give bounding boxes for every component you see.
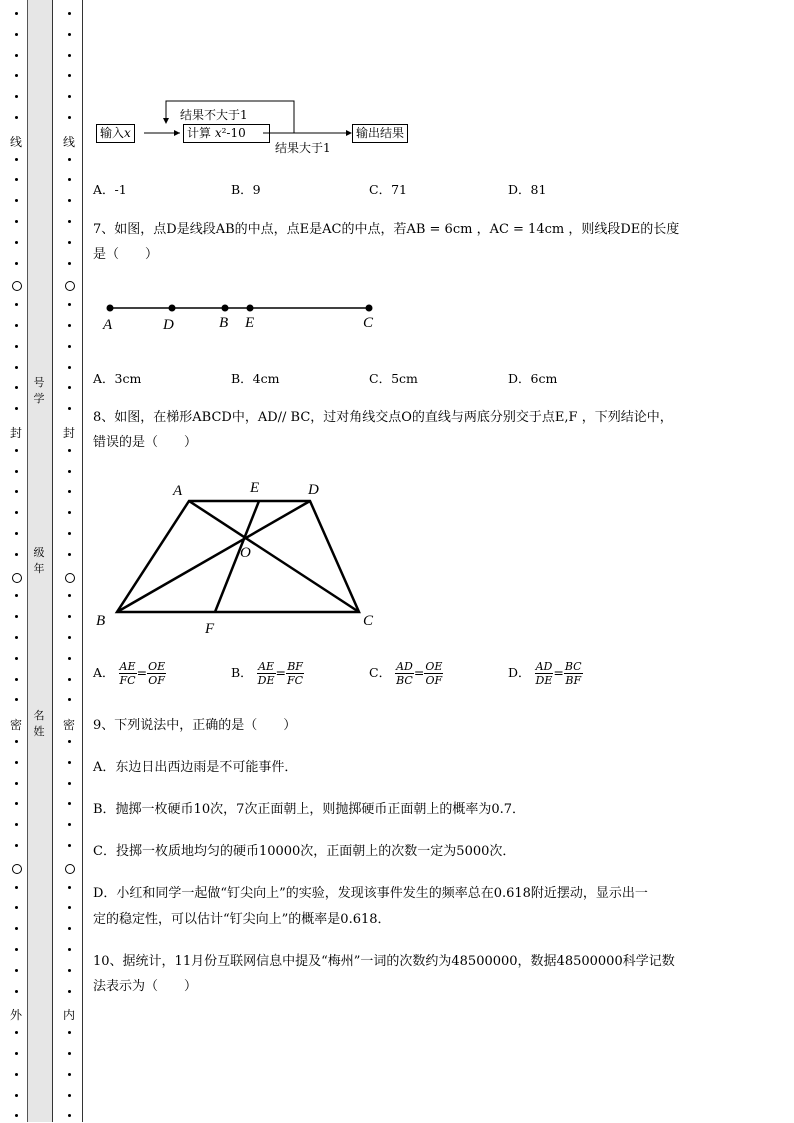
flow-feedback-label: 结果不大于1 [180,108,248,122]
binding-dot [15,511,18,514]
inner-char-inner: 内 [62,1008,75,1022]
binding-dot [68,262,71,265]
binding-dot [15,12,18,15]
flow-input-box: 输入x [96,124,135,143]
binding-dot [68,33,71,36]
binding-dot [15,657,18,660]
binding-dot [15,636,18,639]
binding-dot [15,366,18,369]
q7-stem-line1: 7、如图，点D是线段AB的中点，点E是AC的中点，若AB = 6cm ，AC = 14cm ，则线段DE的长度 [93,222,680,237]
binding-dot [68,158,71,161]
binding-dot [68,657,71,660]
q7-option-b: B．4cm [231,371,280,386]
q7-point-d: D [163,317,174,333]
q7-point-a: A [103,317,113,333]
binding-dot [68,678,71,681]
binding-dot [68,1052,71,1055]
q8-trapezoid-figure [92,476,392,641]
inner-char-secret: 密 [62,718,75,732]
flow-compute-box: 计算 x²-10 [183,124,270,143]
binding-dot [15,990,18,993]
binding-dot [15,761,18,764]
binding-dot [15,594,18,597]
binding-dot [15,407,18,410]
q7-option-a: A．3cm [93,371,142,386]
field-student-number: 号学 [33,376,45,405]
binding-dot [15,823,18,826]
binding-dot [15,345,18,348]
binding-dot [15,386,18,389]
binding-dot [15,1052,18,1055]
field-class: 级年 [33,546,45,575]
binding-dot [15,199,18,202]
binding-circle [12,573,22,583]
q7-segment-figure [95,296,395,336]
binding-dot [15,886,18,889]
binding-dot [68,782,71,785]
q7-option-d: D．6cm [508,371,558,386]
binding-dot [68,1094,71,1097]
q8-stem-line1: 8、如图，在梯形ABCD中，AD// BC，过对角线交点O的直线与两底分别交于点E,F ，下列结论中， [93,410,673,425]
q8-label-e: E [250,480,260,496]
binding-dot [15,490,18,493]
binding-dot [68,553,71,556]
binding-dot [15,449,18,452]
inner-seal-strip [52,0,83,1122]
q8-label-f: F [205,621,215,637]
binding-dot [15,782,18,785]
q7-option-c: C．5cm [369,371,418,386]
binding-dot [68,345,71,348]
binding-dot [68,740,71,743]
binding-dot [68,12,71,15]
q7-stem-line2: 是（ ） [93,247,159,262]
field-name: 名姓 [33,709,45,738]
binding-dot [15,158,18,161]
binding-dot [15,802,18,805]
q8-label-a: A [173,483,183,499]
binding-dot [68,470,71,473]
binding-circle [65,281,75,291]
binding-circle [65,573,75,583]
binding-dot [15,303,18,306]
q6-option-b: B．9 [231,182,261,197]
binding-dot [68,969,71,972]
binding-dot [15,678,18,681]
binding-dot [15,54,18,57]
q8-option-c: C． $\frac{AD}{BC}$ = $\frac{OE}{OF}$ [369,660,443,687]
seal-char-seal: 封 [9,426,22,440]
binding-dot [68,116,71,119]
binding-dot [68,241,71,244]
seal-char-secret: 密 [9,718,22,732]
q6-option-a: A．-1 [93,182,127,197]
q8-label-o: O [240,545,251,561]
binding-dot [15,95,18,98]
q7-point-e: E [245,315,255,331]
binding-dot [68,636,71,639]
q8-option-d: D． $\frac{AD}{DE}$ = $\frac{BC}{BF}$ [508,660,582,687]
binding-circle [12,281,22,291]
binding-dot [15,1073,18,1076]
q7-point-c: C [363,315,374,331]
binding-dot [15,324,18,327]
binding-dot [15,969,18,972]
binding-dot [68,324,71,327]
q8-label-d: D [308,482,319,498]
q8-stem-line2: 错误的是（ ） [93,435,198,450]
binding-dot [15,178,18,181]
binding-dot [68,948,71,951]
inner-char-seal: 封 [62,426,75,440]
binding-dot [15,553,18,556]
binding-dot [15,948,18,951]
seal-char-outer: 外 [9,1008,22,1022]
q7-point-b: B [219,315,229,331]
q9-option-d-line1: D．小红和同学一起做“钉尖向上”的实验，发现该事件发生的频率总在0.618附近摆动，显示出一 [93,886,648,901]
flow-forward-label: 结果大于1 [275,141,331,155]
binding-dot [15,532,18,535]
q9-option-c: C．投掷一枚质地均匀的硬币10000次，正面朝上的次数一定为5000次． [93,844,516,859]
binding-dot [15,220,18,223]
binding-dot [68,54,71,57]
binding-dot [15,615,18,618]
binding-dot [15,698,18,701]
binding-dot [15,116,18,119]
q9-option-d-line2: 定的稳定性，可以估计“钉尖向上”的概率是0.618． [93,912,391,927]
binding-dot [15,844,18,847]
binding-dot [15,470,18,473]
binding-circle [12,864,22,874]
binding-dot [15,241,18,244]
binding-dot [15,74,18,77]
q6-option-c: C．71 [369,182,407,197]
binding-dot [68,1073,71,1076]
binding-dot [68,886,71,889]
binding-dot [15,1114,18,1117]
binding-dot [15,1094,18,1097]
binding-dot [68,532,71,535]
binding-circle [65,864,75,874]
binding-dot [15,740,18,743]
binding-dot [68,844,71,847]
q8-option-a: A． $\frac{AE}{FC}$ = $\frac{OE}{OF}$ [93,660,166,687]
inner-char-line: 线 [62,135,75,149]
q9-stem: 9、下列说法中，正确的是（ ） [93,718,297,733]
seal-char-line: 线 [9,135,22,149]
binding-dot [68,449,71,452]
binding-dot [68,220,71,223]
binding-dot [15,33,18,36]
binding-dot [15,1031,18,1034]
flow-output-box: 输出结果 [352,124,408,143]
binding-dot [68,990,71,993]
binding-dot [15,906,18,909]
q8-option-b: B． $\frac{AE}{DE}$ = $\frac{BF}{FC}$ [231,660,304,687]
q9-option-a: A．东边日出西边雨是不可能事件． [93,760,298,775]
q6-option-d: D．81 [508,182,547,197]
binding-dot [15,262,18,265]
binding-dot [15,927,18,930]
binding-dot [68,366,71,369]
q8-label-c: C [363,613,374,629]
q8-label-b: B [96,613,106,629]
q10-stem-line1: 10、据统计，11月份互联网信息中提及“梅州”一词的次数约为48500000，数据48500000科学记数 [93,954,675,969]
q10-stem-line2: 法表示为（ ） [93,979,198,994]
q9-option-b: B．抛掷一枚硬币10次，7次正面朝上，则抛掷硬币正面朝上的概率为0.7． [93,802,526,817]
binding-dot [68,761,71,764]
